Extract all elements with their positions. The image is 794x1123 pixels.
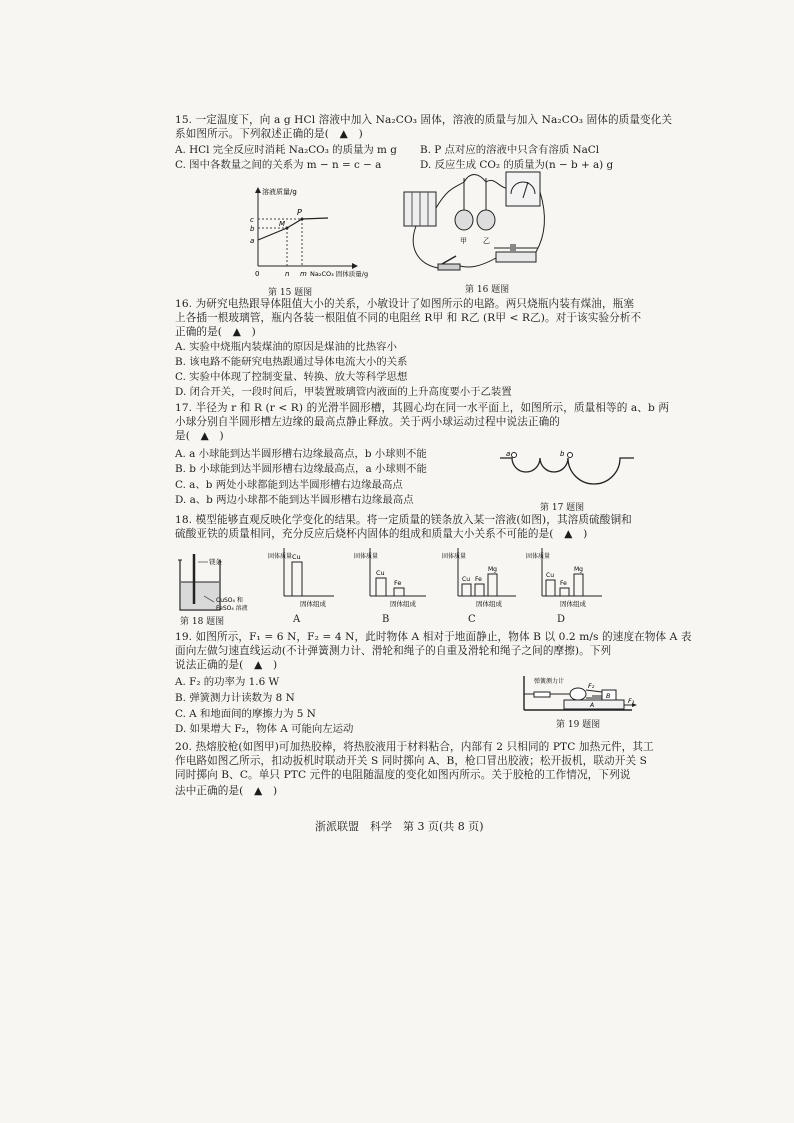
q16-line1: 16. 为研究电热跟导体阻值大小的关系，小敏设计了如图所示的电路。两只烧瓶内装有煤油，瓶塞 [175, 298, 635, 310]
q18-letter-c: C [468, 614, 476, 625]
q16-label-yi: 乙 [483, 237, 490, 245]
q17-line3: 是( ▲ ) [175, 430, 224, 442]
q15-m-label: M [279, 220, 286, 228]
q19-figure [520, 674, 638, 716]
q20-line4: 法中正确的是( ▲ ) [175, 785, 278, 797]
q16-line3: 正确的是( ▲ ) [175, 326, 256, 338]
q16-option-d: D. 闭合开关，一段时间后，甲装置玻璃管内液面的上升高度要小于乙装置 [175, 386, 512, 398]
q18-d-bar-mg [574, 574, 583, 596]
q15-xlabel: Na₂CO₃ 固体质量/g [310, 270, 369, 278]
q18-chart-c [442, 548, 516, 608]
q19-spring-label: 弹簧测力计 [534, 678, 565, 685]
q18-chart-a [268, 548, 334, 608]
q19-option-a: A. F₂ 的功率为 1.6 W [175, 676, 280, 688]
q18-letter-a: A [293, 614, 301, 625]
q16-caption: 第 16 题图 [465, 285, 510, 295]
q19-line3: 说法正确的是( ▲ ) [175, 659, 278, 671]
q20-line1: 20. 热熔胶枪(如图甲)可加热胶棒，将热胶液用于材料粘合，内部有 2 只相同的 PTC 加热元件，其工 [175, 741, 654, 753]
q18-c-bar-mg [488, 574, 497, 596]
q19-f2-label: F₂ [588, 682, 595, 690]
q18-c-bar-label-mg: Mg [488, 566, 497, 573]
q18-line1: 18. 模型能够直观反映化学变化的结果。将一定质量的镁条放入某一溶液(如图)，其溶质硫酸铜和 [175, 514, 632, 526]
q17-label-b: b [560, 450, 565, 458]
q16-line2: 上各插一根玻璃管，瓶内各装一根阻值不同的电阻丝 R甲 和 R乙 (R甲 < R乙)。对于该实验分析不 [175, 312, 642, 324]
q16-circuit [398, 168, 548, 280]
q17-line1: 17. 半径为 r 和 R (r < R) 的光滑半圆形槽，其圆心均在同一水平面上，如图所示，质量相等的 a、b 两 [175, 402, 670, 414]
q15-xtick-n: n [285, 270, 290, 278]
q15-option-a: A. HCl 完全反应时消耗 Na₂CO₃ 的质量为 m g [175, 144, 397, 156]
q15-graph [240, 182, 369, 284]
q18-d-xlabel: 固体组成 [560, 600, 586, 608]
q19-caption: 第 19 题图 [556, 720, 601, 730]
q15-ylabel: 溶液质量/g [262, 188, 297, 196]
q17-line2: 小球分别自半圆形槽左边缘的最高点静止释放。关于两小球运动过程中说法正确的 [175, 416, 560, 428]
q20-line2: 作电路如图乙所示，扣动扳机时联动开关 S 同时掷向 A、B，枪口冒出胶液；松开扳机，联动开关 S [175, 755, 647, 767]
q17-option-d: D. a、b 两边小球都不能到达半圆形槽右边缘最高点 [175, 494, 414, 506]
q16-option-a: A. 实验中烧瓶内装煤油的原因是煤油的比热容小 [175, 341, 397, 353]
q18-a-bar-label-cu: Cu [292, 553, 301, 561]
q18-letter-d: D [557, 614, 566, 625]
q18-b-bar-cu [376, 578, 386, 596]
q15-option-b: B. P 点对应的溶液中只含有溶质 NaCl [420, 144, 600, 156]
q19-option-c: C. A 和地面间的摩擦力为 5 N [175, 708, 316, 720]
q15-xtick-m: m [300, 270, 307, 278]
q15-option-c: C. 图中各数量之间的关系为 m − n = c − a [175, 159, 382, 171]
q18-b-bar-label-fe: Fe [394, 579, 402, 587]
q19-b-label: B [606, 692, 611, 700]
q18-line2: 硫酸亚铁的质量相同，充分反应后烧杯内固体的组成和质量大小关系不可能的是( ▲ ) [175, 528, 588, 540]
q18-d-bar-label-cu: Cu [546, 572, 554, 579]
q18-d-bar-cu [546, 580, 555, 596]
q16-option-b: B. 该电路不能研究电热跟通过导体电流大小的关系 [175, 356, 408, 368]
q18-solution-1: CuSO₄ 和 [216, 597, 243, 604]
q15-ytick-b: b [250, 225, 255, 233]
q15-ytick-c: c [250, 216, 254, 224]
q15-caption: 第 15 题图 [268, 288, 313, 298]
q18-d-ylabel: 固体质量 [526, 553, 551, 560]
q15-line1: 15. 一定温度下，向 a g HCl 溶液中加入 Na₂CO₃ 固体，溶液的质量与加入 Na₂CO₃ 固体的质量变化关 [175, 114, 673, 126]
q18-c-bar-fe [475, 584, 484, 596]
q18-a-bar-cu [292, 562, 302, 596]
q19-option-d: D. 如果增大 F₂，物体 A 可能向左运动 [175, 723, 354, 735]
q18-a-ylabel: 固体质量 [268, 553, 293, 560]
q15-option-d: D. 反应生成 CO₂ 的质量为(n − b + a) g [420, 159, 614, 171]
q18-caption: 第 18 题图 [180, 617, 225, 627]
q18-c-xlabel: 固体组成 [476, 600, 502, 608]
q16-option-c: C. 实验中体现了控制变量、转换、放大等科学思想 [175, 371, 408, 383]
q18-letter-b: B [382, 614, 390, 625]
q17-label-a: a [506, 450, 511, 458]
q18-label-mg: 镁条 [209, 558, 222, 566]
q18-charts [266, 544, 606, 612]
q19-line2: 面向左做匀速直线运动(不计弹簧测力计、滑轮和绳子的自重及滑轮和绳子之间的摩擦)。下列 [175, 645, 612, 657]
q19-a-label: A [590, 702, 595, 709]
q17-option-c: C. a、b 两处小球都能到达半圆形槽右边缘最高点 [175, 479, 403, 491]
q17-option-b: B. b 小球能到达半圆形槽右边缘最高点，a 小球则不能 [175, 463, 427, 475]
q17-figure [498, 448, 638, 494]
q15-xtick-0: 0 [255, 270, 260, 278]
q15-ytick-a: a [250, 237, 255, 245]
q15-p-label: P [297, 208, 302, 217]
q19-f1-label: F₁ [628, 697, 635, 705]
q20-line3: 同时掷向 B、C。单只 PTC 元件的电阻随温度的变化如图丙所示。关于胶枪的工作情况，下列说 [175, 769, 631, 781]
q18-b-bar-fe [394, 588, 404, 596]
q15-line2: 系如图所示。下列叙述正确的是( ▲ ) [175, 128, 363, 140]
q18-c-bar-cu [462, 584, 471, 596]
q19-option-b: B. 弹簧测力计读数为 8 N [175, 692, 295, 704]
q17-option-a: A. a 小球能到达半圆形槽右边缘最高点，b 小球则不能 [175, 448, 427, 460]
q18-d-bar-label-fe: Fe [560, 580, 567, 587]
q18-c-ylabel: 固体质量 [442, 553, 467, 560]
q17-caption: 第 17 题图 [540, 503, 585, 513]
q18-d-bar-fe [560, 588, 569, 596]
q18-c-bar-label-cu: Cu [462, 576, 470, 583]
q16-label-jia: 甲 [460, 237, 467, 245]
page-footer: 浙派联盟 科学 第 3 页(共 8 页) [315, 820, 484, 833]
q18-chart-d [526, 548, 602, 608]
q18-b-xlabel: 固体组成 [390, 600, 416, 608]
q19-line1: 19. 如图所示，F₁ = 6 N，F₂ = 4 N，此时物体 A 相对于地面静止，物体 B 以 0.2 m/s 的速度在物体 A 表 [175, 631, 692, 643]
q18-solution-2: FeSO₄ 溶液 [216, 605, 248, 612]
q18-a-xlabel: 固体组成 [300, 600, 326, 608]
q18-chart-b [354, 548, 426, 608]
q18-b-bar-label-cu: Cu [376, 569, 385, 577]
q18-beaker [176, 552, 266, 620]
q18-d-bar-label-mg: Mg [574, 566, 583, 573]
q18-c-bar-label-fe: Fe [475, 576, 482, 583]
q18-b-ylabel: 固体质量 [354, 553, 379, 560]
